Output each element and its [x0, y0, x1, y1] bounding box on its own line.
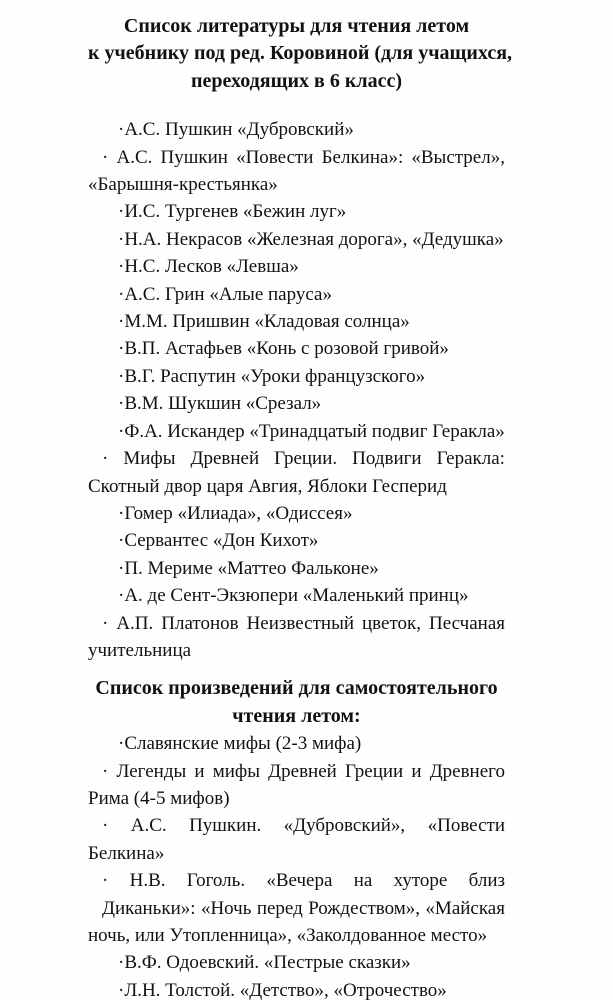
item-line: ·Ф.А. Искандер «Тринадцатый подвиг Геракла» — [118, 420, 505, 442]
list-item — [88, 527, 505, 554]
list-item — [88, 144, 505, 199]
item-line: ·Н.А. Некрасов «Железная дорога», «Дедушка» — [118, 228, 504, 250]
list-item — [88, 445, 505, 500]
item-line: ·П. Мериме «Маттео Фальконе» — [118, 557, 379, 579]
list-item — [88, 758, 505, 813]
item-line: ночь, или Утопленница», «Заколдованное место» — [88, 925, 488, 946]
list-item — [88, 281, 505, 308]
item-line: ·Славянские мифы (2-3 мифа) — [118, 733, 362, 755]
title-line: переходящих в 6 класс) — [191, 69, 402, 92]
item-line: ·И.С. Тургенев «Бежин луг» — [118, 201, 347, 223]
list-item — [88, 949, 505, 976]
item-line: ·М.М. Пришвин «Кладовая солнца» — [118, 311, 410, 333]
item-line: Белкина» — [88, 842, 165, 864]
reading-list-main — [88, 116, 505, 664]
section-heading-line: чтения летом: — [232, 704, 361, 727]
item-line: · Легенды и мифы Древней Греции и Древнего — [102, 760, 505, 782]
item-line: · А.П. Платонов Неизвестный цветок, Песчаная — [102, 612, 505, 634]
item-line: ·А. де Сент-Экзюпери «Маленький принц» — [118, 585, 469, 607]
item-line: · Н.В. Гоголь. «Вечера на хуторе близ — [102, 870, 505, 892]
item-line: ·А.С. Пушкин «Дубровский» — [118, 119, 354, 141]
item-line: Рима (4-5 мифов) — [88, 787, 230, 809]
item-line: · А.С. Пушкин. «Дубровский», «Повести — [102, 815, 505, 837]
list-item — [88, 867, 505, 949]
item-line: Скотный двор царя Авгия, Яблоки Гесперид — [88, 475, 447, 497]
list-item — [88, 610, 505, 665]
item-line: «Барышня-крестьянка» — [88, 174, 278, 196]
list-item — [88, 418, 505, 445]
item-line: ·В.М. Шукшин «Срезал» — [118, 393, 322, 415]
item-line: ·В.Г. Распутин «Уроки французского» — [118, 365, 426, 387]
section-heading-line: Список произведений для самостоятельного — [95, 677, 498, 700]
list-item — [88, 226, 505, 253]
list-item — [88, 116, 505, 143]
section-heading — [88, 675, 505, 730]
item-line: ·А.С. Грин «Алые паруса» — [118, 283, 332, 305]
item-line: ·Л.Н. Толстой. «Детство», «Отрочество» — [118, 979, 447, 1001]
item-line: Диканьки»: «Ночь перед Рождеством», «Майская — [102, 897, 505, 919]
item-line: ·В.Ф. Одоевский. «Пестрые сказки» — [118, 952, 411, 974]
item-line: учительница — [88, 639, 192, 661]
list-item — [88, 198, 505, 225]
list-item — [88, 308, 505, 335]
item-line: · Мифы Древней Греции. Подвиги Геракла: — [102, 448, 505, 470]
list-item — [88, 335, 505, 362]
item-line: · А.С. Пушкин «Повести Белкина»: «Выстрел», — [102, 146, 505, 168]
title-line: Список литературы для чтения летом — [123, 15, 470, 37]
reading-list-independent — [88, 730, 505, 1004]
list-item — [88, 555, 505, 582]
list-item — [88, 812, 505, 867]
list-item — [88, 730, 505, 757]
list-item — [88, 500, 505, 527]
item-line: ·В.П. Астафьев «Конь с розовой гривой» — [118, 338, 449, 360]
list-item — [88, 390, 505, 417]
list-item — [88, 582, 505, 609]
list-item — [88, 253, 505, 280]
list-item — [88, 363, 505, 390]
item-line: ·Сервантес «Дон Кихот» — [118, 530, 319, 552]
item-line: ·Гомер «Илиада», «Одиссея» — [118, 502, 353, 524]
title-line: к учебнику под ред. Коровиной (для учащихся, — [88, 42, 513, 65]
page-title — [88, 0, 513, 95]
item-line: ·Н.С. Лесков «Левша» — [118, 256, 299, 278]
